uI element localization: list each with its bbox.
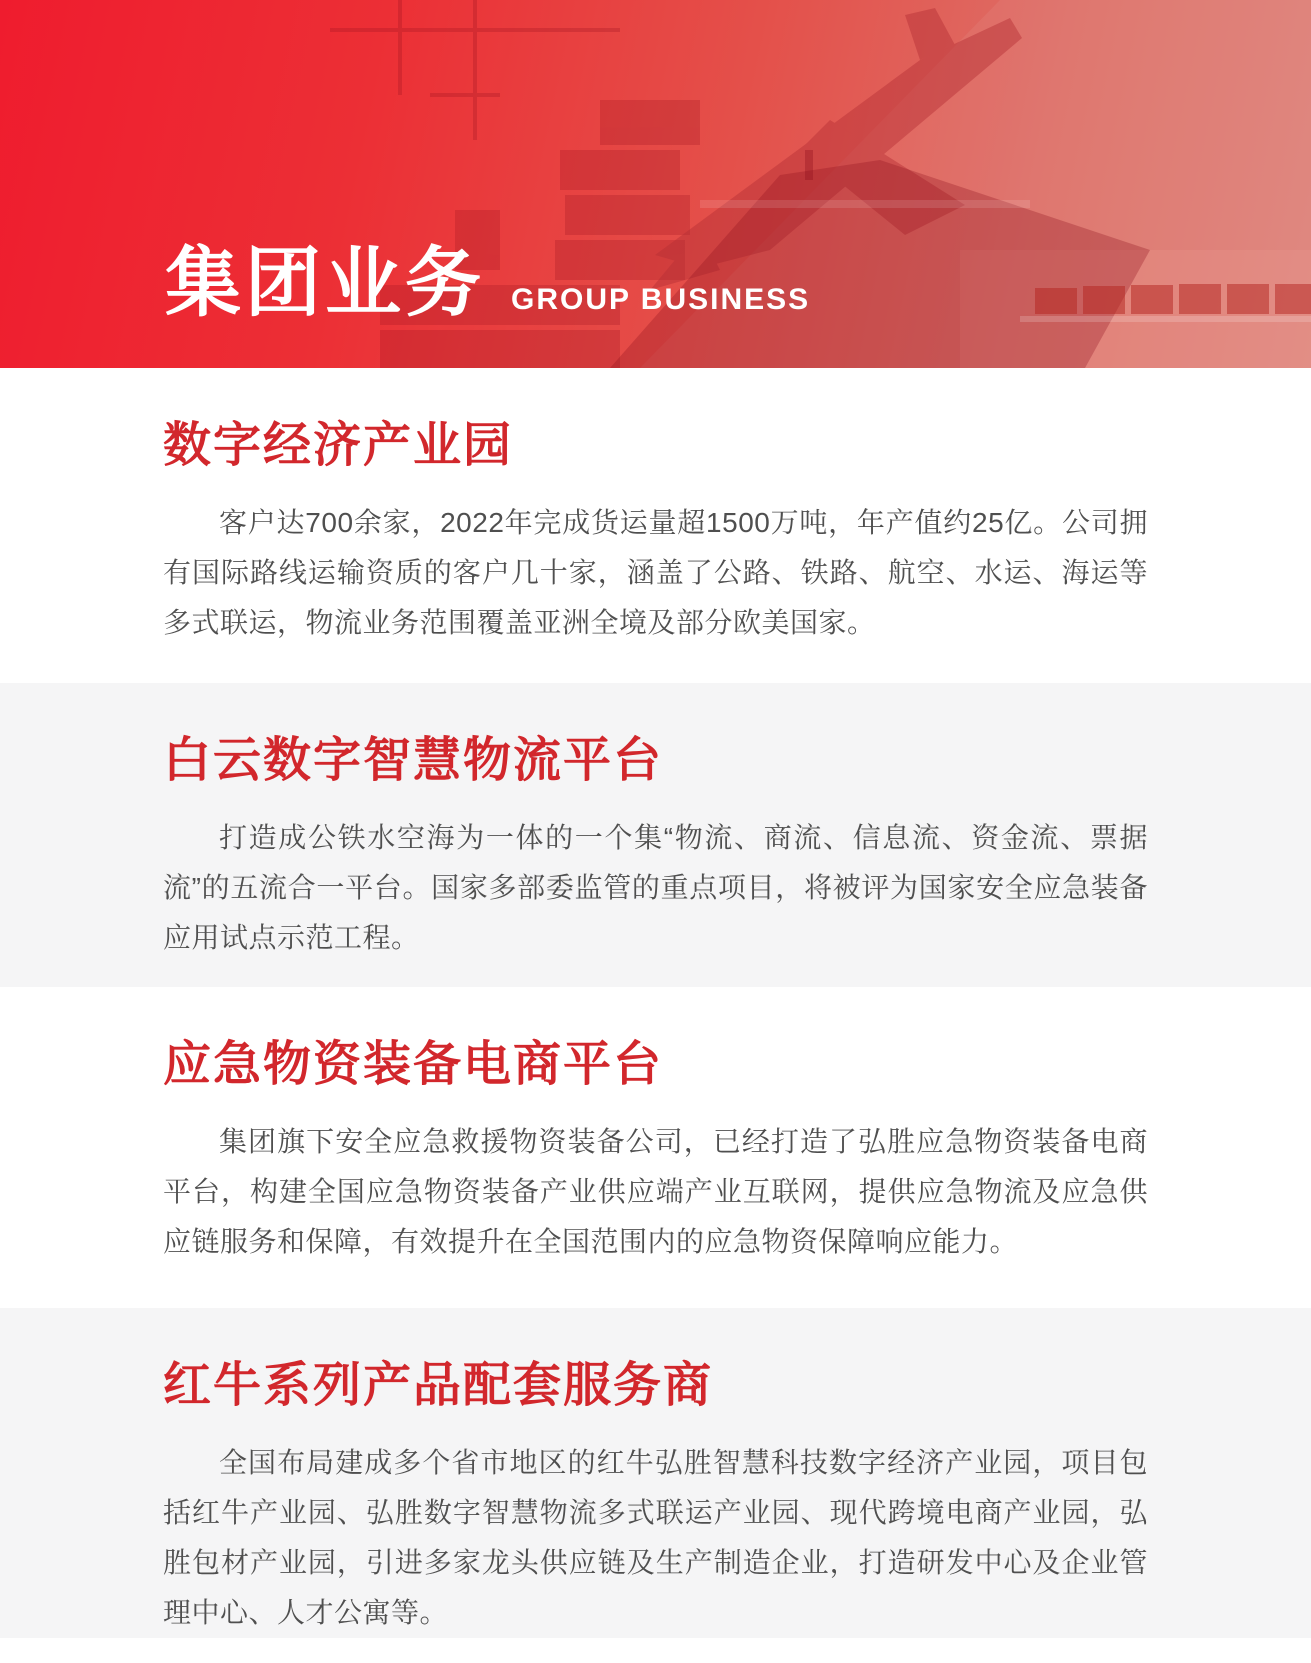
page-subtitle: GROUP BUSINESS <box>511 283 811 316</box>
section-smart-logistics-platform <box>0 683 1311 987</box>
section-body: 全国布局建成多个省市地区的红牛弘胜智慧科技数字经济产业园，项目包括红牛产业园、弘胜数字智慧物流多式联运产业园、现代跨境电商产业园，弘胜包材产业园，引进多家龙头供应链及生产制造企业，打造研发中心及企业管理中心、人才公寓等。 <box>163 1447 1148 1628</box>
section-emergency-supplies-platform <box>0 987 1311 1308</box>
section-body: 打造成公铁水空海为一体的一个集“物流、商流、信息流、资金流、票据流”的五流合一平台。国家多部委监管的重点项目，将被评为国家安全应急装备应用试点示范工程。 <box>163 822 1148 953</box>
page-title: 集团业务 <box>165 241 485 326</box>
footer-spacer <box>0 1638 1311 1663</box>
banner-title <box>165 241 811 326</box>
crane-icon <box>330 0 620 140</box>
section-redbull-service-provider <box>0 1308 1311 1638</box>
section-title: 白云数字智慧物流平台 <box>163 734 664 787</box>
section-digital-economy-park <box>0 368 1311 683</box>
section-title: 红牛系列产品配套服务商 <box>163 1359 714 1412</box>
pier-silhouette <box>1020 316 1311 322</box>
section-body: 集团旗下安全应急救援物资装备公司，已经打造了弘胜应急物资装备电商平台，构建全国应急物资装备产业供应端产业互联网，提供应急物流及应急供应链服务和保障，有效提升在全国范围内的应急物资保障响应能力。 <box>163 1126 1148 1257</box>
section-title: 应急物资装备电商平台 <box>163 1038 664 1091</box>
section-title: 数字经济产业园 <box>163 419 514 472</box>
hero-banner <box>0 0 1311 368</box>
section-body: 客户达700余家，2022年完成货运量超1500万吨，年产值约25亿。公司拥有国际路线运输资质的客户几十家，涵盖了公路、铁路、航空、水运、海运等多式联运，物流业务范围覆盖亚洲全境及部分欧美国家。 <box>163 507 1148 638</box>
